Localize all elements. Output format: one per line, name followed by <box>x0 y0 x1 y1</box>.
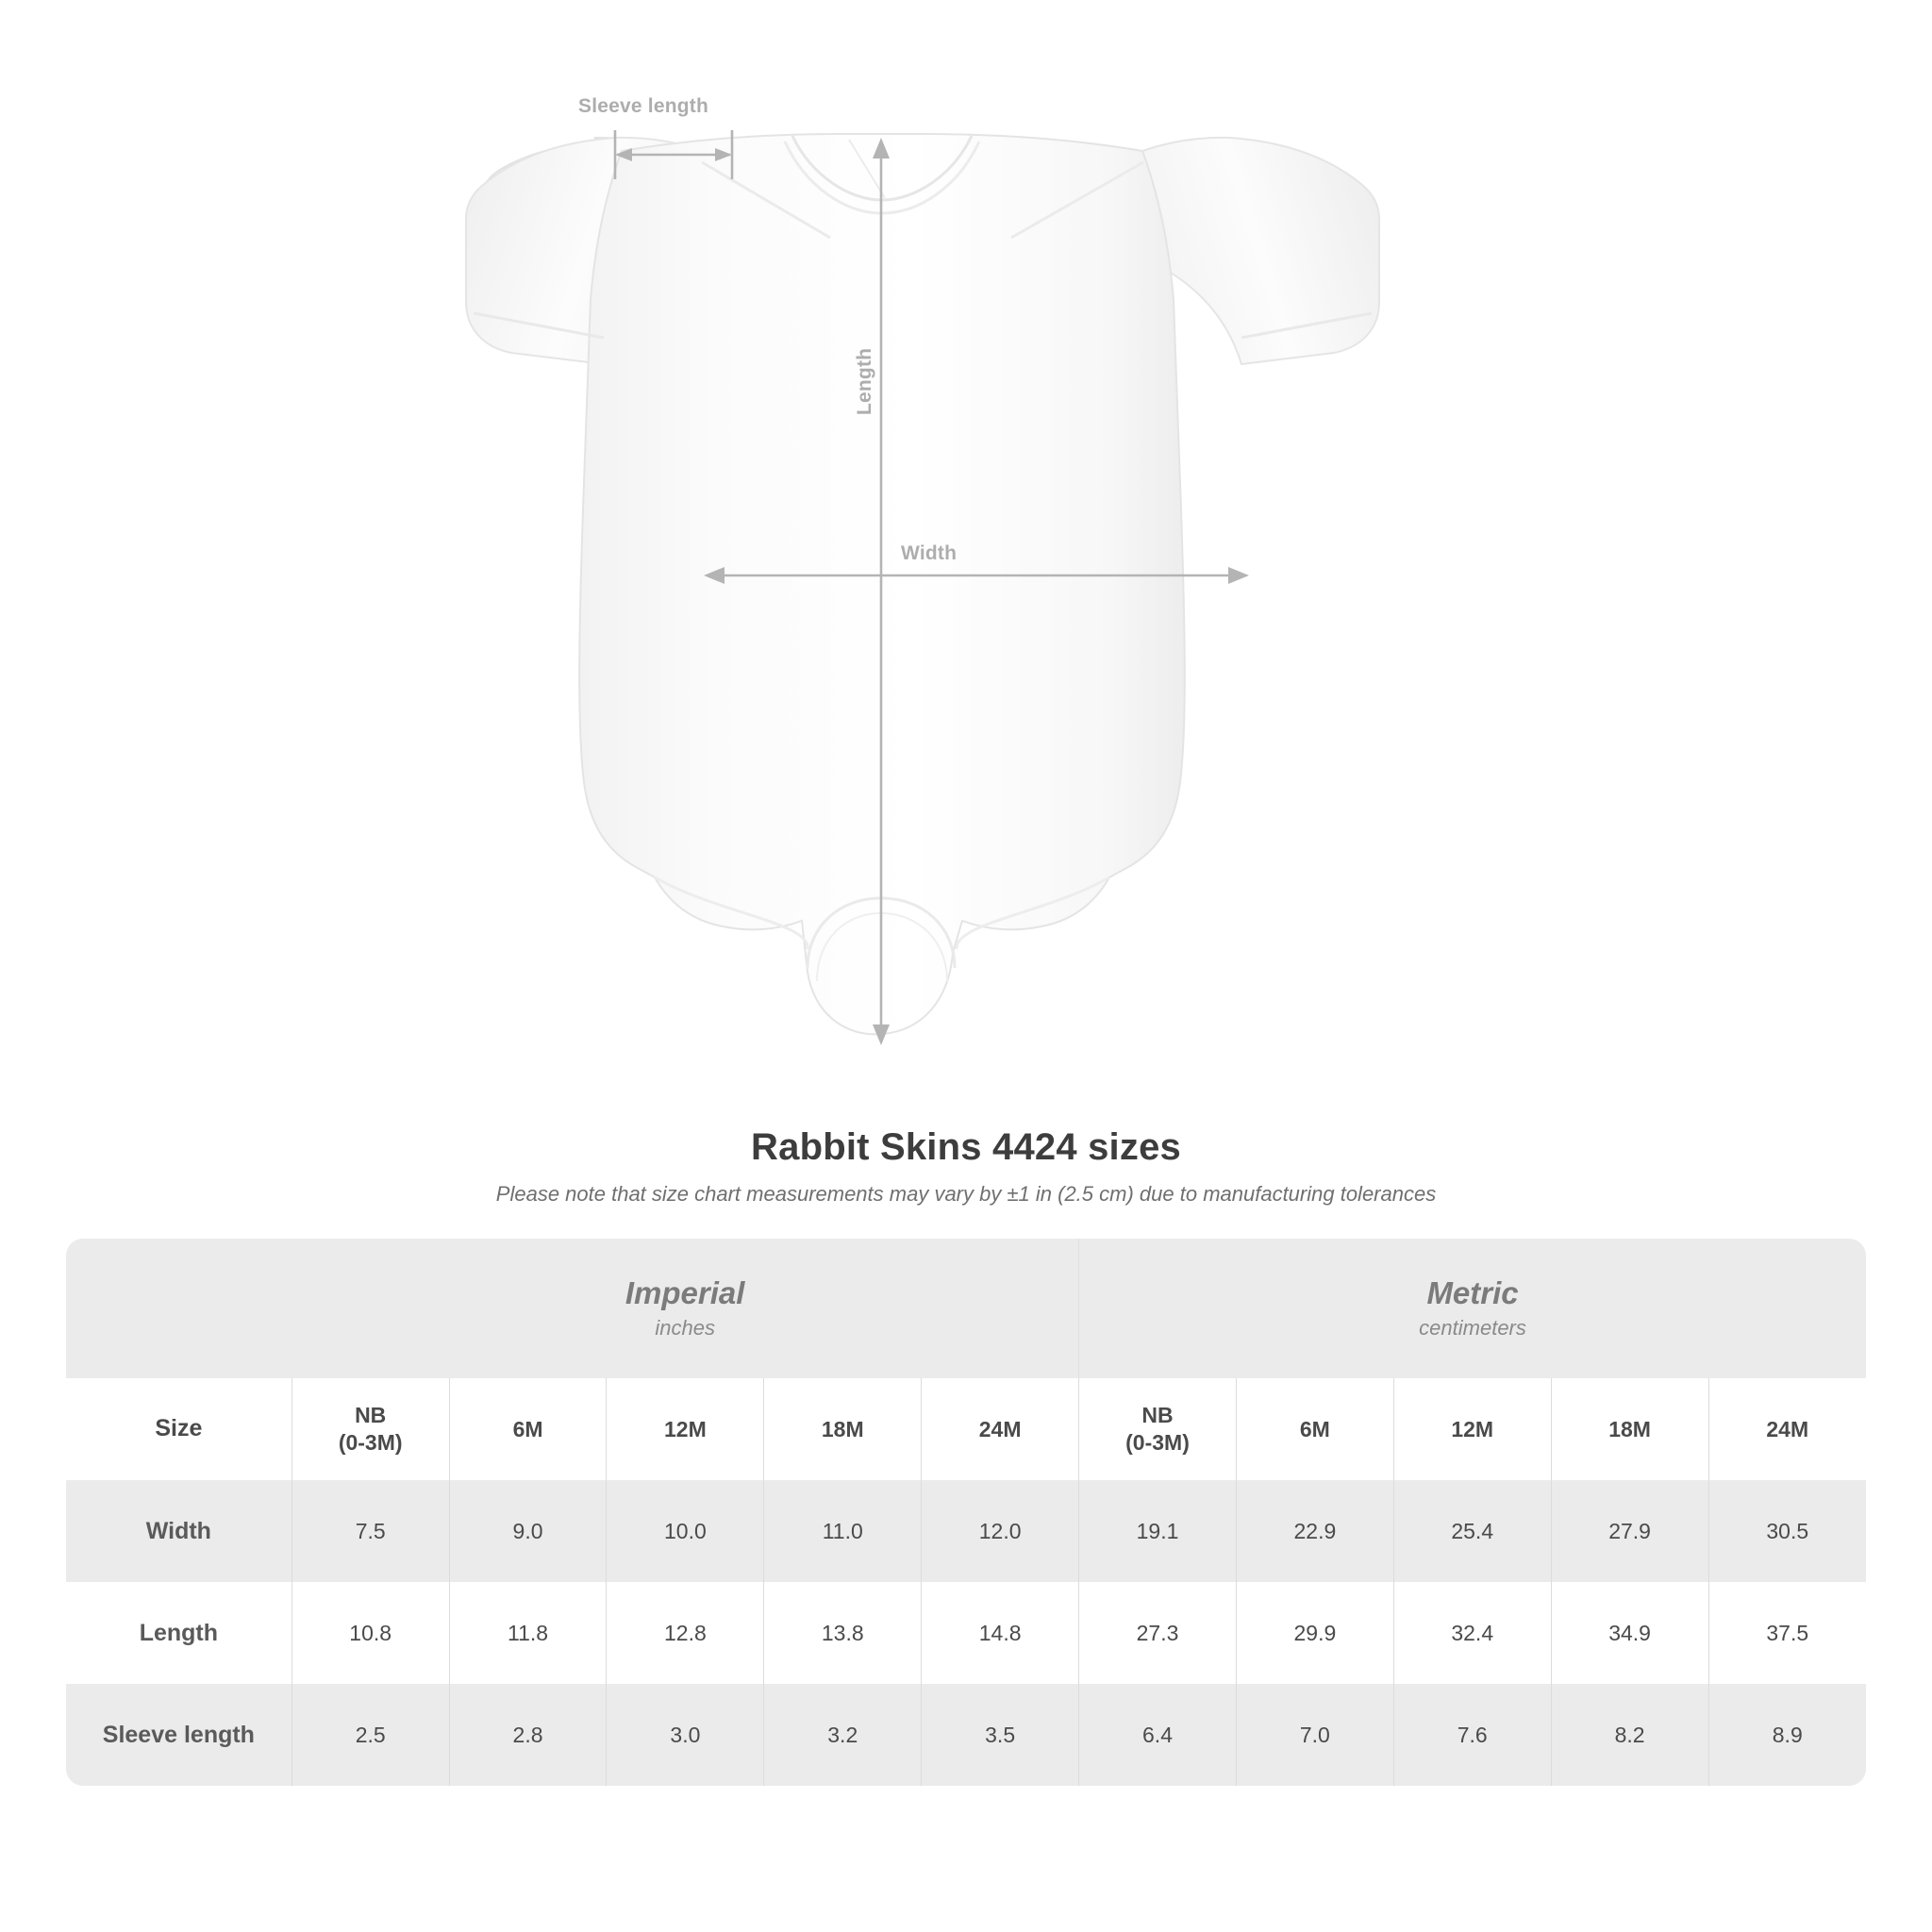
unit-header-spacer <box>66 1239 291 1378</box>
row-label-sleeve-length: Sleeve length <box>66 1684 291 1786</box>
row-label-length: Length <box>66 1582 291 1684</box>
size-table-wrapper <box>66 1239 1866 1786</box>
cell-sleeve-6: 7.0 <box>1236 1684 1393 1786</box>
page-title: Rabbit Skins 4424 sizes <box>751 1126 1181 1168</box>
cell-sleeve-0: 2.5 <box>291 1684 449 1786</box>
header-col-1 <box>449 1378 607 1480</box>
header-col-0 <box>291 1378 449 1480</box>
cell-width-7: 25.4 <box>1393 1480 1551 1582</box>
unit-header-row <box>66 1239 1866 1378</box>
header-col-2 <box>607 1378 764 1480</box>
unit-group-imperial-sub: inches <box>655 1316 715 1341</box>
header-col-8 <box>1551 1378 1708 1480</box>
cell-sleeve-3: 3.2 <box>764 1684 922 1786</box>
length-dimension-label: Length <box>854 347 875 415</box>
header-col-9-top: 24M <box>1766 1416 1809 1441</box>
header-col-9 <box>1708 1378 1866 1480</box>
cell-length-5: 27.3 <box>1079 1582 1237 1684</box>
cell-sleeve-5: 6.4 <box>1079 1684 1237 1786</box>
cell-length-1: 11.8 <box>449 1582 607 1684</box>
header-size-label: Size <box>66 1378 291 1480</box>
header-col-4 <box>922 1378 1079 1480</box>
header-col-7-top: 12M <box>1451 1416 1494 1441</box>
column-header-row <box>66 1378 1866 1480</box>
cell-length-2: 12.8 <box>607 1582 764 1684</box>
header-col-7 <box>1393 1378 1551 1480</box>
cell-length-9: 37.5 <box>1708 1582 1866 1684</box>
cell-length-4: 14.8 <box>922 1582 1079 1684</box>
row-label-width: Width <box>66 1480 291 1582</box>
header-col-0-top: NB <box>355 1403 387 1428</box>
cell-width-6: 22.9 <box>1236 1480 1393 1582</box>
cell-length-3: 13.8 <box>764 1582 922 1684</box>
header-col-5-bottom: (0-3M) <box>1125 1430 1190 1455</box>
cell-width-5: 19.1 <box>1079 1480 1237 1582</box>
cell-sleeve-7: 7.6 <box>1393 1684 1551 1786</box>
cell-width-0: 7.5 <box>291 1480 449 1582</box>
unit-group-imperial <box>291 1239 1078 1378</box>
header-col-3 <box>764 1378 922 1480</box>
cell-width-1: 9.0 <box>449 1480 607 1582</box>
table-row <box>66 1582 1866 1684</box>
unit-group-metric-sub: centimeters <box>1419 1316 1526 1341</box>
cell-length-0: 10.8 <box>291 1582 449 1684</box>
cell-sleeve-8: 8.2 <box>1551 1684 1708 1786</box>
header-col-2-top: 12M <box>664 1416 707 1441</box>
header-col-5 <box>1079 1378 1237 1480</box>
sleeve-length-dimension-label: Sleeve length <box>578 95 708 117</box>
size-table <box>66 1239 1866 1786</box>
cell-length-7: 32.4 <box>1393 1582 1551 1684</box>
chart-title-block <box>0 1126 1932 1207</box>
table-row <box>66 1684 1866 1786</box>
header-col-8-top: 18M <box>1608 1416 1651 1441</box>
unit-group-imperial-name: Imperial <box>625 1274 745 1310</box>
cell-length-8: 34.9 <box>1551 1582 1708 1684</box>
cell-sleeve-1: 2.8 <box>449 1684 607 1786</box>
cell-width-9: 30.5 <box>1708 1480 1866 1582</box>
cell-width-2: 10.0 <box>607 1480 764 1582</box>
header-col-4-top: 24M <box>978 1416 1022 1441</box>
width-dimension-label: Width <box>901 542 958 564</box>
cell-width-4: 12.0 <box>922 1480 1079 1582</box>
cell-width-8: 27.9 <box>1551 1480 1708 1582</box>
unit-group-metric-name: Metric <box>1426 1274 1519 1310</box>
header-col-3-top: 18M <box>821 1416 864 1441</box>
tolerance-note: Please note that size chart measurements may vary by ±1 in (2.5 cm) due to manufacturing tolerances <box>495 1182 1437 1206</box>
table-row <box>66 1480 1866 1582</box>
header-col-0-bottom: (0-3M) <box>338 1430 403 1455</box>
header-col-1-top: 6M <box>512 1416 543 1441</box>
cell-width-3: 11.0 <box>764 1480 922 1582</box>
cell-sleeve-9: 8.9 <box>1708 1684 1866 1786</box>
header-col-5-top: NB <box>1141 1403 1174 1428</box>
header-col-6 <box>1236 1378 1393 1480</box>
unit-group-metric <box>1079 1239 1866 1378</box>
cell-sleeve-2: 3.0 <box>607 1684 764 1786</box>
header-col-6-top: 6M <box>1299 1416 1330 1441</box>
cell-length-6: 29.9 <box>1236 1582 1393 1684</box>
cell-sleeve-4: 3.5 <box>922 1684 1079 1786</box>
